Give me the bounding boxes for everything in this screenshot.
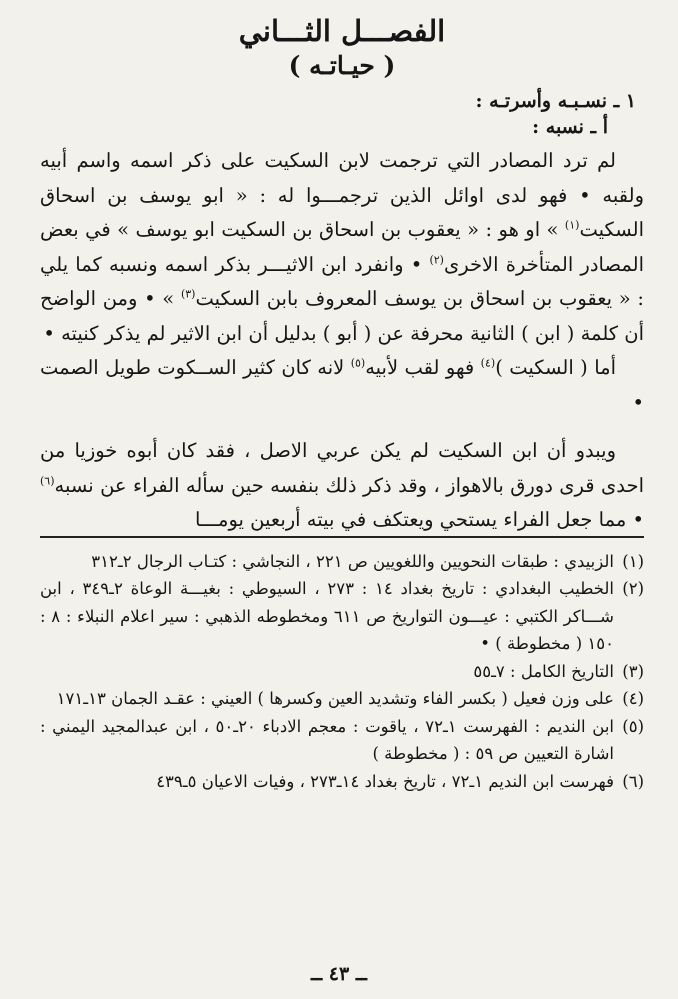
- footnote-ref-6: (٦): [40, 474, 55, 487]
- footnote-number: (٣): [622, 661, 644, 681]
- page-number: ــ ٤٣ ــ: [311, 963, 367, 985]
- paragraph-1: لم ترد المصادر التي ترجمت لابن السكيت على ذكر اسمه واسم أبيه ولقبه • فهو لدى اوائل الذين ترجمـــوا له : « ابو يوسف بن اسحاق السكيت$^{(١)}$ » او هو : « يعقوب بن اسحاق بن السكيت ابو يوسف » في بعض المصادر المتأخرة الاخرى$^{(٢)}$ • وانفرد ابن الاثيـــر بذكر اسمه ونسبه كما يلي : « يعقوب بن اسحاق بن يوسف المعروف بابن السكيت$^{(٣)}$ » • ومن الواضح أن كلمة ( ابن ) الثانية محرفة عن ( أبو ) بدليل أن ابن الاثير لم يذكر كنيته •: [40, 149, 644, 345]
- footnote-number: (١): [622, 551, 644, 571]
- body-text: [40, 144, 644, 538]
- footnote-ref-4: (٤): [480, 356, 496, 370]
- paragraph-2: أما ( السكيت )$^{(٤)}$ فهو لقب لأبيه$^{(٥)}$ لانه كان كثير الســكوت طويل الصمت •: [40, 356, 644, 414]
- footnote-text: التاريخ الكامل : ٧ـ٥٥: [473, 661, 614, 681]
- footnote-ref-5: (٥): [350, 356, 366, 370]
- footnote: [40, 658, 644, 686]
- footnote: [40, 548, 644, 576]
- footnote-number: (٥): [622, 716, 644, 736]
- footnote: [40, 575, 644, 658]
- footnote: [40, 713, 644, 768]
- section-subheading: أ ـ نسبه :: [532, 116, 608, 138]
- footnote-number: (٦): [622, 771, 644, 791]
- paragraph-3: ويبدو أن ابن السكيت لم يكن عربي الاصل ، فقد كان أبوه خوزيا من احدى قرى دورق بالاهواز ، وقد ذكر ذلك بنفسه حين سأله الفراء عن نسبه$^{(٦)}$ • مما جعل الفراء يستحي ويعتكف في بيته أربعين يومـــا: [40, 439, 644, 531]
- footnote: [40, 768, 644, 796]
- footnote-text: على وزن فعيل ( بكسر الفاء وتشديد العين وكسرها ) العيني : عقـد الجمان ١٣ـ١٧١: [56, 689, 614, 708]
- chapter-title: الفصـــل الثـــاني: [238, 14, 446, 48]
- footnote-text: الخطيب البغدادي : تاريخ بغداد ١٤ : ٢٧٣ ، السيوطي : بغيـــة الوعاة ٢ـ٣٤٩ ، ابن شـــاكر الكتبي : عيـــون التواريخ ص ٦١١ ومخطوطه الذهبي : سير اعلام النبلاء : ٨ : ١٥٠ ( مخطوطة ) •: [40, 579, 614, 653]
- footnote-text: الزبيدي : طبقات النحويين واللغويين ص ٢٢١ ، النجاشي : كتـاب الرجال ٢ـ٣١٢: [91, 551, 614, 571]
- footnote-number: (٢): [622, 579, 644, 598]
- footnote-text: فهرست ابن النديم ١ـ٧٢ ، تاريخ بغداد ١٤ـ٢٧٣ ، وفيات الاعيان ٥ـ٤٣٩: [156, 771, 614, 791]
- footnote-ref-2: (٢): [429, 253, 444, 266]
- section-heading: ١ ـ نسـبـه وأسرتـه :: [475, 90, 636, 112]
- footnotes: [40, 548, 644, 796]
- footnote-text: ابن النديم : الفهرست ١ـ٧٢ ، ياقوت : معجم الادباء ٢٠ـ٥٠ ، ابن عبدالمجيد اليمني : اشارة التعيين ص ٥٩ : ( مخطوطة ): [40, 716, 614, 763]
- footnote-ref-1: (١): [564, 218, 580, 232]
- chapter-subtitle: ( حيـاتـه ): [288, 51, 396, 80]
- footnote: [40, 685, 644, 713]
- footnote-number: (٤): [622, 689, 644, 708]
- footnote-ref-3: (٣): [180, 287, 196, 301]
